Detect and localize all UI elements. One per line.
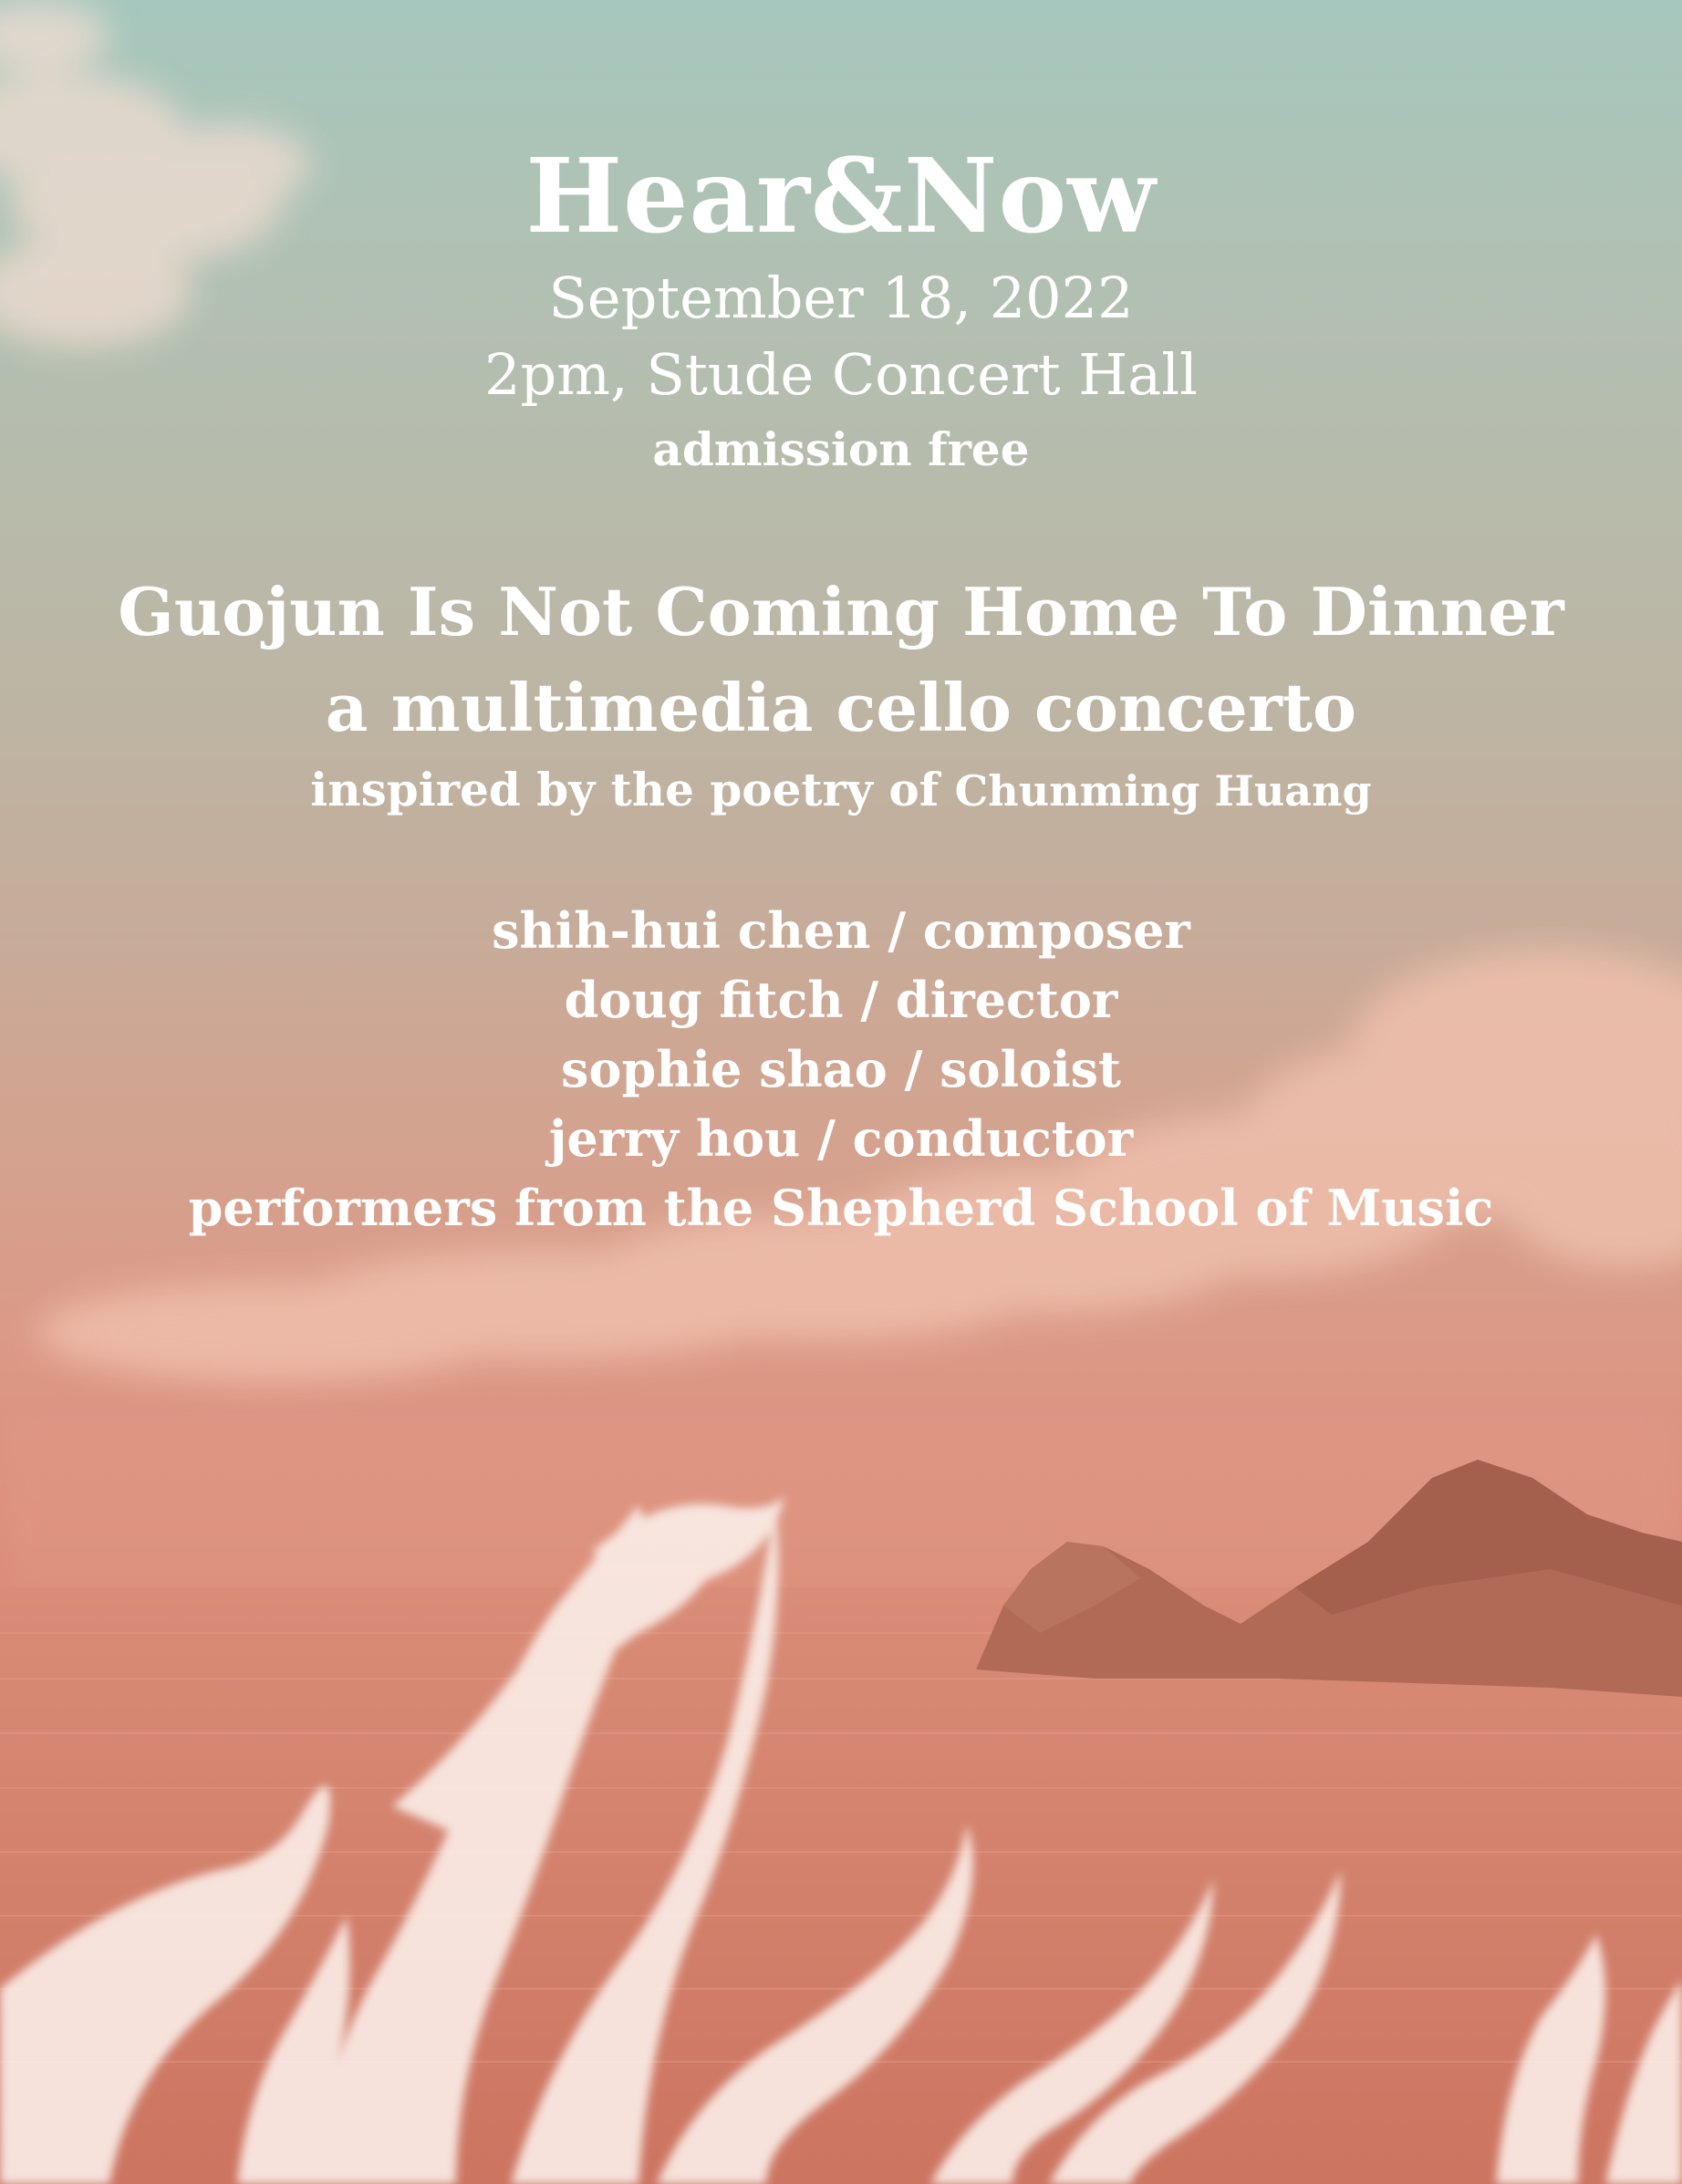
credit-director: doug fitch / director bbox=[564, 971, 1118, 1029]
work-title: Guojun Is Not Coming Home To Dinner bbox=[118, 573, 1564, 650]
credit-soloist: sophie shao / soloist bbox=[561, 1040, 1121, 1098]
credit-composer: shih-hui chen / composer bbox=[492, 901, 1190, 960]
inspired-prefix: inspired by the poetry of bbox=[310, 763, 940, 816]
event-time-venue: 2pm, Stude Concert Hall bbox=[484, 341, 1198, 408]
event-date: September 18, 2022 bbox=[548, 265, 1134, 331]
inspired-line bbox=[0, 763, 1682, 816]
credit-conductor: jerry hou / conductor bbox=[548, 1109, 1134, 1168]
poet-name: Chunming Huang bbox=[954, 766, 1372, 816]
work-subtitle: a multimedia cello concerto bbox=[325, 669, 1357, 746]
credit-performers: performers from the Shepherd School of Music bbox=[188, 1179, 1494, 1237]
admission-note: admission free bbox=[652, 422, 1030, 476]
poster-title: Hear&Now bbox=[525, 137, 1157, 256]
